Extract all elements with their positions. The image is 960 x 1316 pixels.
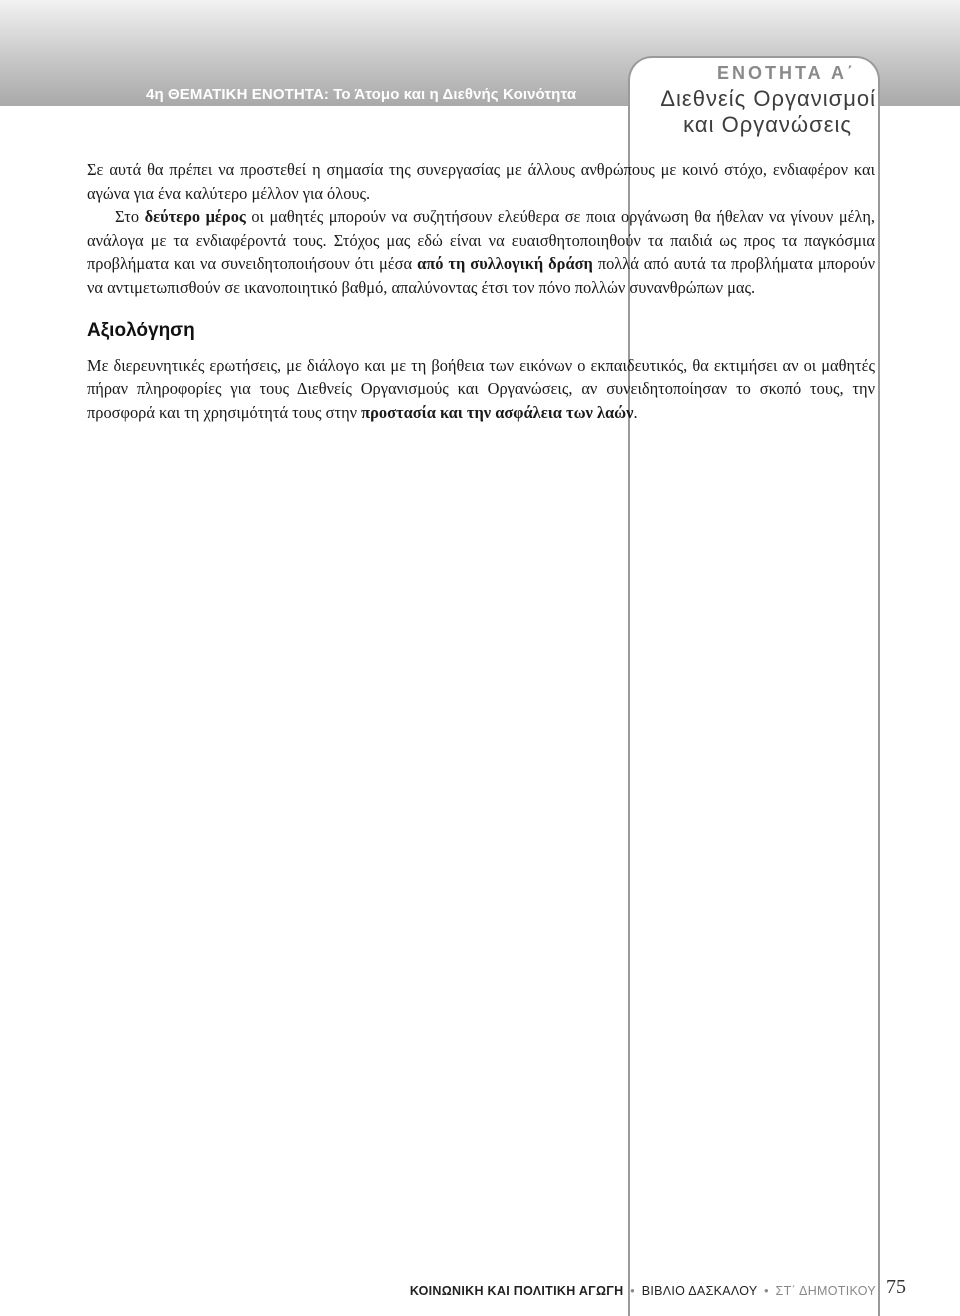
footer-subject: ΚΟΙΝΩΝΙΚΗ ΚΑΙ ΠΟΛΙΤΙΚΗ ΑΓΩΓΗ — [409, 1284, 624, 1298]
footer-grade: ΣΤ΄ ΔΗΜΟΤΙΚΟΥ — [775, 1284, 876, 1298]
page-number: 75 — [886, 1276, 906, 1298]
text-run: Με διερευνητικές ερωτήσεις, με διάλογο και με τη βοήθεια των εικόνων ο εκπαιδευτικός, θα εκτιμήσει αν οι μαθητές πήραν πληροφορίες για τους Διεθνείς Οργανισμούς και Οργανώσεις, αν συνειδητοποίησαν το σκοπό τους, την προσφορά και τη χρησιμότητά τους στην — [87, 355, 875, 422]
paragraph-2 — [87, 205, 875, 299]
unit-title-line-1: Διεθνείς Οργανισμοί — [660, 86, 876, 111]
thematic-unit-title: 4η ΘΕΜΑΤΙΚΗ ΕΝΟΤΗΤΑ: Το Άτομο και η Διεθνής Κοινότητα — [146, 86, 577, 103]
text-run: οι μαθητές μπορούν να συζητήσουν ελεύθερα σε ποια οργάνωση θα ήθελαν να γίνουν μέλη, ανάλογα με τα ενδιαφέροντά τους. Στόχος μας εδώ είναι να ευαισθητοποιηθούν τα παιδιά ως προς τα παγκόσμια προβλήματα και να συνειδητοποιήσουν ότι μέσα — [87, 207, 876, 274]
footer-book: ΒΙΒΛΙΟ ΔΑΣΚΑΛΟΥ — [641, 1284, 758, 1298]
bold-phrase: προστασία και την ασφάλεια των λαών — [361, 402, 634, 422]
section-heading: Αξιολόγηση — [87, 319, 195, 341]
footer-separator: • — [630, 1284, 635, 1298]
paragraph-1: Σε αυτά θα πρέπει να προστεθεί η σημασία της συνεργασίας με άλλους ανθρώπους με κοινό στόχο, ενδιαφέρον και αγώνα για ένα καλύτερο μέλλον για όλους. — [87, 160, 875, 203]
main-content — [87, 158, 875, 424]
bold-phrase: δεύτερο μέρος — [144, 207, 246, 227]
unit-label: ΕΝΟΤΗΤΑ Α΄ — [717, 63, 856, 83]
text-run: Στο — [115, 207, 145, 227]
bold-phrase: από τη συλλογική δράση — [417, 254, 593, 274]
footer-separator: • — [764, 1284, 769, 1298]
paragraph-3 — [87, 354, 875, 425]
unit-title — [660, 86, 876, 138]
text-run: πολλά από αυτά τα προβλήματα μπορούν να αντιμετωπισθούν σε ικανοποιητικό βαθμό, απαλύνοντας έτσι τον πόνο πολλών συνανθρώπων μας. — [87, 254, 875, 297]
text-run: . — [633, 402, 638, 422]
page-footer — [410, 1284, 876, 1298]
unit-title-line-2: και Οργανώσεις — [683, 112, 852, 137]
